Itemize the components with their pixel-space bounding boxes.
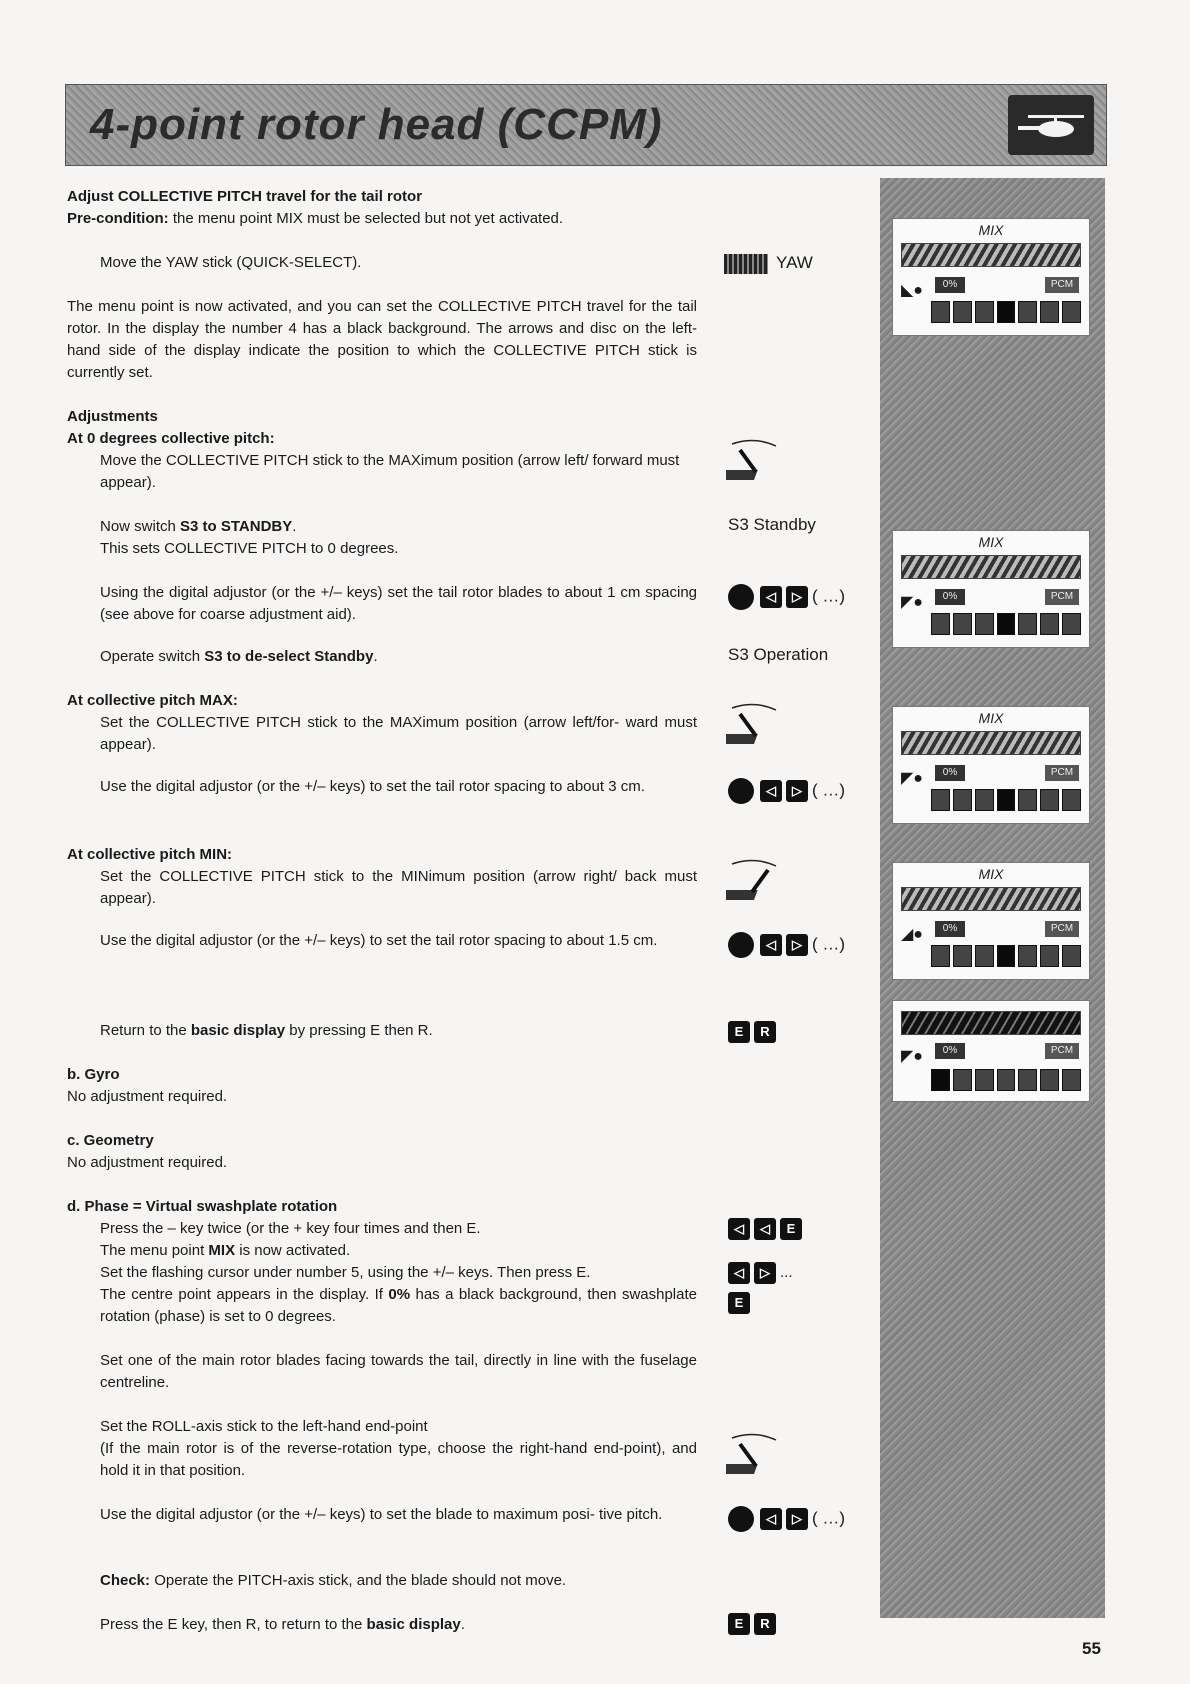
pcm-badge: PCM (1045, 589, 1079, 605)
plus-key-icon: ▷ (754, 1262, 776, 1284)
max-heading: At collective pitch MAX: (67, 692, 238, 709)
display-panel (892, 218, 1090, 336)
ellipsis-label: ( …) (812, 934, 846, 954)
blade-text: Set one of the main rotor blades facing towards the tail, directly in line with the fuselage centreline. (100, 1352, 697, 1391)
e-key-icon: E (728, 1021, 750, 1043)
max-use-text: Use the digital adjustor (or the +/– keys) to set the tail rotor spacing to about 3 cm. (100, 778, 645, 795)
phase-line3: Set the flashing cursor under number 5, using the +/– keys. Then press E. (100, 1264, 591, 1281)
operate-post: . (373, 648, 378, 665)
plus-key-icon: ▷ (786, 1508, 808, 1530)
s3-standby-label: S3 Standby (728, 515, 816, 534)
operate-switch (100, 646, 378, 668)
digital-adjust-1: Using the digital adjustor (or the +/– keys) set the tail rotor blades to about 1 cm spacing (see above for coarse adjustment aid). (100, 584, 697, 623)
press-e-text (100, 1614, 465, 1636)
adjustments-heading: Adjustments (67, 408, 158, 425)
gyro-text: No adjustment required. (67, 1088, 228, 1105)
panel-hatch (901, 555, 1081, 579)
roll-line2: (If the main rotor is of the reverse-rotation type, choose the right-hand end-point), and hold it in that position. (100, 1440, 697, 1479)
adjustor-keys-indicator (728, 584, 845, 610)
plus-key-icon: ▷ (786, 780, 808, 802)
percent-badge: 0% (935, 921, 965, 937)
phase-keys-row3 (728, 1292, 754, 1314)
s3-operation-label: S3 Operation (728, 645, 829, 664)
stick-position-icon: ◤● (901, 770, 923, 787)
page-number: 55 (1082, 1639, 1101, 1658)
percent-badge: 0% (935, 589, 965, 605)
plus-key-icon: ▷ (786, 934, 808, 956)
adjustor-keys-indicator (728, 1506, 845, 1532)
digit-row (931, 301, 1081, 323)
roll-line1: Set the ROLL-axis stick to the left-hand end-point (100, 1418, 428, 1435)
step-yaw: Move the YAW stick (QUICK-SELECT). (100, 254, 362, 271)
l4-pre: The centre point appears in the display. If (100, 1286, 389, 1303)
minus-key-icon: ◁ (760, 780, 782, 802)
geometry-heading: c. Geometry (67, 1132, 154, 1149)
return-basic (100, 1020, 433, 1042)
panel-title: MIX (978, 866, 1004, 882)
panel-hatch (901, 731, 1081, 755)
min-set-text: Set the COLLECTIVE PITCH stick to the MINimum position (arrow right/ back must appear). (100, 868, 697, 907)
yaw-label: YAW (776, 253, 813, 272)
minus-key-icon: ◁ (760, 586, 782, 608)
display-panel (892, 530, 1090, 648)
ellipsis-label: ( …) (812, 1508, 846, 1528)
pcm-badge: PCM (1045, 1043, 1079, 1059)
press-pre: Press the E key, then R, to return to the (100, 1616, 367, 1633)
stick-min-icon (726, 856, 782, 915)
minus-key-icon: ◁ (760, 1508, 782, 1530)
stick-position-icon: ◢● (901, 926, 923, 943)
chapter-title: 4-point rotor head (CCPM) (90, 100, 663, 149)
digital-adjustor-icon (728, 932, 754, 958)
minus-key-icon: ◁ (760, 934, 782, 956)
panel-title: MIX (978, 710, 1004, 726)
l4-bold: 0% (388, 1286, 411, 1303)
panel-hatch (901, 243, 1081, 267)
percent-badge: 0% (935, 765, 965, 781)
yaw-stick-indicator (724, 252, 813, 274)
yaw-stick-icon (724, 254, 768, 274)
ellipsis-label: ( …) (812, 780, 846, 800)
min-use-text: Use the digital adjustor (or the +/– keys) to set the tail rotor spacing to about 1.5 cm. (100, 932, 658, 949)
section-heading: Adjust COLLECTIVE PITCH travel for the tail rotor (67, 188, 423, 205)
l2-pre: The menu point (100, 1242, 209, 1259)
digital-adjustor-icon (728, 1506, 754, 1532)
helicopter-icon (1008, 95, 1094, 155)
sidebar-strip (880, 178, 1105, 1618)
operate-pre: Operate switch (100, 648, 205, 665)
phase-line4 (100, 1284, 697, 1328)
check-label: Check: (100, 1572, 151, 1589)
digit-row (931, 613, 1081, 635)
return-pre: Return to the (100, 1022, 191, 1039)
return-bold: basic display (190, 1022, 286, 1039)
precondition-label: Pre-condition: (67, 210, 169, 227)
e-r-keys (728, 1020, 780, 1043)
display-panel (892, 862, 1090, 980)
l2-bold: MIX (208, 1242, 236, 1259)
l4-post: has a black background, then swashplate rotation (phase) is set to 0 degrees. (100, 1286, 697, 1325)
check-body: Operate the PITCH-axis stick, and the blade should not move. (150, 1572, 567, 1589)
minus-key-icon: ◁ (728, 1218, 750, 1240)
max-set-text: Set the COLLECTIVE PITCH stick to the MAXimum position (arrow left/for- ward must appear). (100, 714, 697, 753)
stick-position-icon: ◤● (901, 594, 923, 611)
ellipsis-label: ( …) (812, 586, 846, 606)
percent-badge: 0% (935, 1043, 965, 1059)
check-text (100, 1570, 566, 1592)
e-key-icon: E (728, 1292, 750, 1314)
pcm-badge: PCM (1045, 921, 1079, 937)
minus-key-icon: ◁ (728, 1262, 750, 1284)
stick-max-icon (726, 436, 782, 495)
stick-position-icon: ◤● (901, 1048, 923, 1065)
phase-heading: d. Phase = Virtual swashplate rotation (67, 1198, 338, 1215)
switch-bold: S3 to STANDBY (180, 518, 293, 535)
precondition-text: the menu point MIX must be selected but not yet activated. (168, 210, 564, 227)
panel-title: MIX (978, 534, 1004, 550)
switch-pre: Now switch (100, 518, 181, 535)
dots-label: ... (780, 1264, 793, 1281)
plus-key-icon: ▷ (786, 586, 808, 608)
display-panel (892, 706, 1090, 824)
digit-row (931, 1069, 1081, 1091)
press-bold: basic display (366, 1616, 461, 1633)
percent-badge: 0% (935, 277, 965, 293)
e-r-keys (728, 1612, 780, 1635)
chapter-banner (65, 84, 1107, 166)
digital-adjustor-icon (728, 584, 754, 610)
display-panel-basic (892, 1000, 1090, 1102)
r-key-icon: R (754, 1613, 776, 1635)
panel-hatch (901, 1011, 1081, 1035)
use-max-text: Use the digital adjustor (or the +/– keys) to set the blade to maximum posi- tive pitch. (100, 1506, 663, 1523)
panel-title: MIX (978, 222, 1004, 238)
zero-pitch-heading: At 0 degrees collective pitch: (67, 430, 275, 447)
zero-move-text: Move the COLLECTIVE PITCH stick to the MAXimum position (arrow left/ forward must appear). (100, 452, 680, 491)
phase-line1: Press the – key twice (or the + key four times and then E. (100, 1220, 481, 1237)
geometry-text: No adjustment required. (67, 1154, 228, 1171)
panel-hatch (901, 887, 1081, 911)
digit-row (931, 789, 1081, 811)
adjustor-keys-indicator (728, 932, 845, 958)
return-post: by pressing E then R. (285, 1022, 433, 1039)
stick-position-icon: ◣● (901, 282, 923, 299)
operate-bold: S3 to de-select Standby (204, 648, 374, 665)
press-post: . (460, 1616, 465, 1633)
r-key-icon: R (754, 1021, 776, 1043)
phase-line2 (100, 1240, 350, 1262)
minus-key-icon: ◁ (754, 1218, 776, 1240)
digit-row (931, 945, 1081, 967)
switch-post: . (292, 518, 297, 535)
e-key-icon: E (728, 1613, 750, 1635)
gyro-heading: b. Gyro (67, 1066, 120, 1083)
digital-adjustor-icon (728, 778, 754, 804)
switch-standby (100, 516, 296, 538)
l2-post: is now activated. (235, 1242, 351, 1259)
activation-paragraph: The menu point is now activated, and you can set the COLLECTIVE PITCH travel for the tail rotor. In the display the number 4 has a black background. The arrows and disc on the left-hand side of the display indicate the position to which the COLLECTIVE PITCH stick is currently set. (67, 298, 697, 381)
switch-line2: This sets COLLECTIVE PITCH to 0 degrees. (100, 540, 399, 557)
adjustor-keys-indicator (728, 778, 845, 804)
e-key-icon: E (780, 1218, 802, 1240)
stick-roll-icon (726, 1430, 782, 1489)
min-heading: At collective pitch MIN: (67, 846, 233, 863)
pcm-badge: PCM (1045, 277, 1079, 293)
phase-keys-row2 (728, 1262, 793, 1284)
phase-keys-row1 (728, 1218, 806, 1240)
precondition (67, 208, 563, 230)
stick-max-icon (726, 700, 782, 759)
pcm-badge: PCM (1045, 765, 1079, 781)
